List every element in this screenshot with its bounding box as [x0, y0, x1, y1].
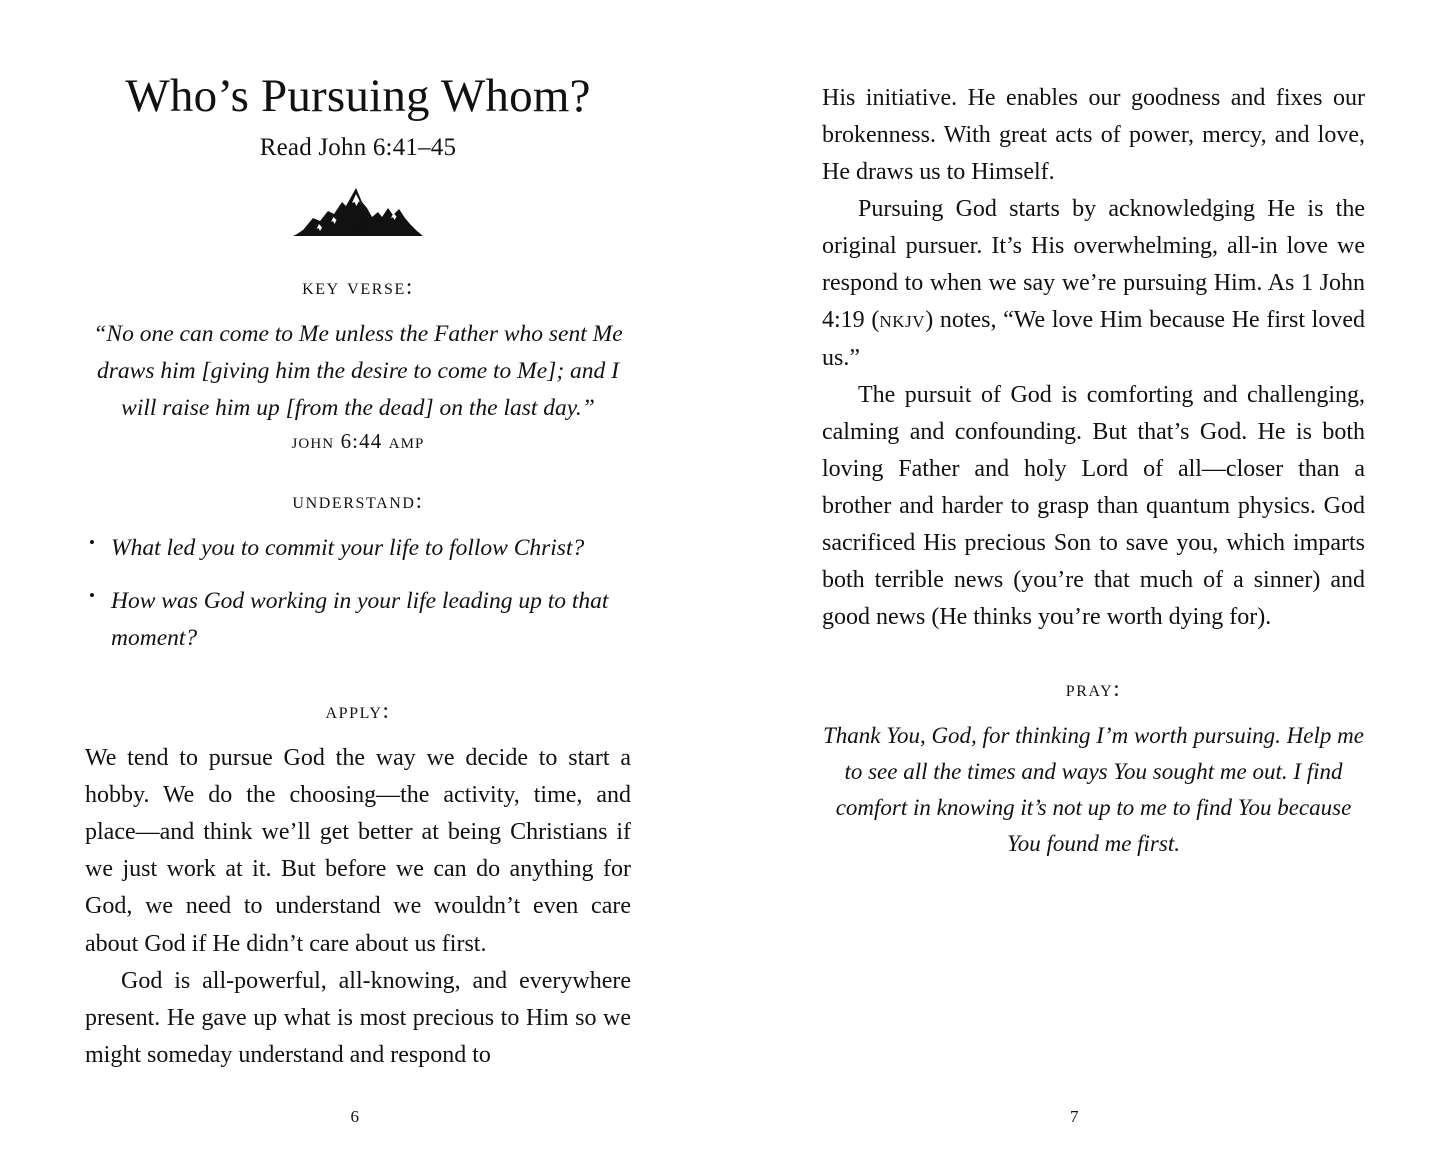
list-item: • What led you to commit your life to follow Christ? [85, 530, 631, 567]
section-heading-understand: understand: [292, 488, 424, 514]
list-item: • How was God working in your life leading up to that moment? [85, 583, 631, 656]
section-heading-pray: pray: [1065, 676, 1122, 702]
page-number: 6 [350, 1107, 360, 1126]
body-paragraph: His initiative. He enables our goodness and fixes our brokenness. With great acts of power, mercy, and love, He draws us to Himself. [822, 85, 1365, 186]
key-verse-text: “No one can come to Me unless the Father who sent Me draws him [giving him the desire to come to Me]; and I will raise him up [from the dead] on the last day.” [93, 320, 623, 422]
apply-paragraph: We tend to pursue God the way we decide to start a hobby. We do the choosing—the activity, time, and place—and think we’ll get better at being Christians if we just work at it. But before we can do anything for God, we need to understand we wouldn’t even care about God if He didn’t care about us first. [85, 745, 631, 957]
spacer [85, 454, 631, 488]
section-heading-key-verse: key verse: [302, 273, 414, 299]
apply-paragraph: God is all-powerful, all-knowing, and everywhere present. He gave up what is most precious to Him so we might someday understand and respond to [85, 967, 631, 1068]
understand-question-list [85, 530, 631, 656]
mountain-range-ornament [85, 184, 631, 240]
right-page [722, 0, 1445, 1165]
section-heading-apply: apply: [325, 698, 391, 724]
left-page-content [85, 72, 631, 1074]
body-paragraph: The pursuit of God is comforting and challenging, calming and confounding. But that’s God. He is both loving Father and holy Lord of all—closer than a brother and harder to grasp than quantum physics. God sacrificed His precious Son to save you, which imparts both terrible news (you’re that much of a sinner) and good news (He thinks you’re worth dying for). [822, 381, 1365, 631]
page-title: Who’s Pursuing Whom? [125, 70, 591, 122]
right-page-content [822, 80, 1365, 862]
page-number: 7 [1070, 1107, 1079, 1126]
spacer [85, 672, 631, 698]
bible-version-citation: nkjv [879, 307, 926, 334]
paragraph-lead-text: Pursuing God starts by acknowledging He is the original pursuer. It’s His overwhelming, all-in love we respond to when we say we’re pursuing Him. As 1 John 4:19 ( [822, 196, 1365, 334]
body-paragraph [822, 191, 1365, 376]
spacer [822, 636, 1365, 676]
read-reference: Read John 6:41–45 [259, 133, 457, 161]
prayer-text: Thank You, God, for thinking I’m worth pursuing. Help me to see all the times and ways You sought me out. I find comfort in knowing it’s not up to me to find You because You found me first. [823, 723, 1364, 856]
paragraph-tail-text: ) notes, “We love Him because He first loved us.” [822, 307, 1365, 371]
left-page [0, 0, 722, 1165]
key-verse-reference: john 6:44 amp [291, 429, 425, 454]
